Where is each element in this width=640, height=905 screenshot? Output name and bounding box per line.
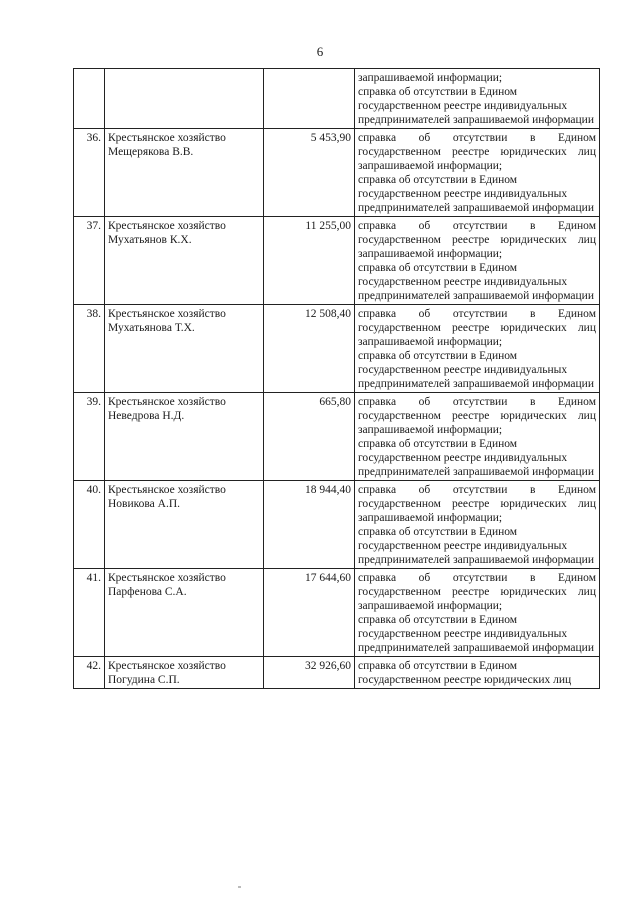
row-name-cell: Крестьянское хозяйство Неведрова Н.Д. (105, 393, 264, 481)
table-row (74, 129, 600, 217)
registry-table-body (74, 69, 600, 689)
row-name-cell (105, 69, 264, 129)
table-row (74, 393, 600, 481)
row-number-cell: 38. (74, 305, 105, 393)
scan-artifact (238, 886, 241, 888)
row-name-cell: Крестьянское хозяйство Мещерякова В.В. (105, 129, 264, 217)
row-sum-cell (264, 69, 355, 129)
row-docs-cell (355, 481, 600, 569)
row-docs-cell (355, 129, 600, 217)
table-row (74, 569, 600, 657)
row-name-cell: Крестьянское хозяйство Парфенова С.А. (105, 569, 264, 657)
table-row (74, 657, 600, 689)
doc-requirement: справка об отсутствии в Едином государственном реестре индивидуальных предпринимателей запрашиваемой информации (358, 614, 594, 654)
row-number-cell: 42. (74, 657, 105, 689)
doc-requirement: справка об отсутствии в Едином государственном реестре юридических лиц запрашиваемой информации; (358, 396, 596, 436)
doc-requirement: справка об отсутствии в Едином государственном реестре юридических лиц запрашиваемой информации; (358, 132, 596, 172)
row-number-cell: 41. (74, 569, 105, 657)
doc-requirement: справка об отсутствии в Едином государственном реестре индивидуальных предпринимателей запрашиваемой информации (358, 438, 594, 478)
doc-requirement: справка об отсутствии в Едином государственном реестре индивидуальных предпринимателей запрашиваемой информации (358, 262, 594, 302)
table-row (74, 217, 600, 305)
table-row-continuation (74, 69, 600, 129)
row-docs-cell (355, 393, 600, 481)
row-number-cell: 40. (74, 481, 105, 569)
doc-requirement: справка об отсутствии в Едином государственном реестре индивидуальных предпринимателей запрашиваемой информации (358, 526, 594, 566)
doc-requirement: запрашиваемой информации; (358, 72, 503, 84)
doc-requirement: справка об отсутствии в Едином государственном реестре юридических лиц запрашиваемой информации; (358, 572, 596, 612)
row-sum-cell: 12 508,40 (264, 305, 355, 393)
doc-requirement: справка об отсутствии в Едином государственном реестре юридических лиц запрашиваемой информации; (358, 308, 596, 348)
row-sum-cell: 11 255,00 (264, 217, 355, 305)
row-number-cell (74, 69, 105, 129)
page-number: 6 (316, 44, 324, 59)
row-sum-cell: 665,80 (264, 393, 355, 481)
doc-requirement: справка об отсутствии в Едином государственном реестре юридических лиц запрашиваемой информации; (358, 220, 596, 260)
row-docs-cell (355, 657, 600, 689)
doc-requirement: справка об отсутствии в Едином государственном реестре юридических лиц запрашиваемой информации; (358, 484, 596, 524)
row-name-cell: Крестьянское хозяйство Мухатьянов К.Х. (105, 217, 264, 305)
row-number-cell: 39. (74, 393, 105, 481)
row-docs-cell (355, 69, 600, 129)
table-row (74, 305, 600, 393)
row-number-cell: 36. (74, 129, 105, 217)
table-row (74, 481, 600, 569)
row-sum-cell: 18 944,40 (264, 481, 355, 569)
registry-table (73, 68, 600, 689)
row-number-cell: 37. (74, 217, 105, 305)
doc-requirement: справка об отсутствии в Едином государственном реестре юридических лиц (358, 660, 572, 686)
row-name-cell: Крестьянское хозяйство Погудина С.П. (105, 657, 264, 689)
doc-requirement: справка об отсутствии в Едином государственном реестре индивидуальных предпринимателей запрашиваемой информации (358, 86, 594, 126)
row-name-cell: Крестьянское хозяйство Мухатьянова Т.Х. (105, 305, 264, 393)
row-docs-cell (355, 217, 600, 305)
row-name-cell: Крестьянское хозяйство Новикова А.П. (105, 481, 264, 569)
doc-requirement: справка об отсутствии в Едином государственном реестре индивидуальных предпринимателей запрашиваемой информации (358, 174, 594, 214)
doc-requirement: справка об отсутствии в Едином государственном реестре индивидуальных предпринимателей запрашиваемой информации (358, 350, 594, 390)
row-docs-cell (355, 569, 600, 657)
row-docs-cell (355, 305, 600, 393)
row-sum-cell: 32 926,60 (264, 657, 355, 689)
row-sum-cell: 17 644,60 (264, 569, 355, 657)
row-sum-cell: 5 453,90 (264, 129, 355, 217)
